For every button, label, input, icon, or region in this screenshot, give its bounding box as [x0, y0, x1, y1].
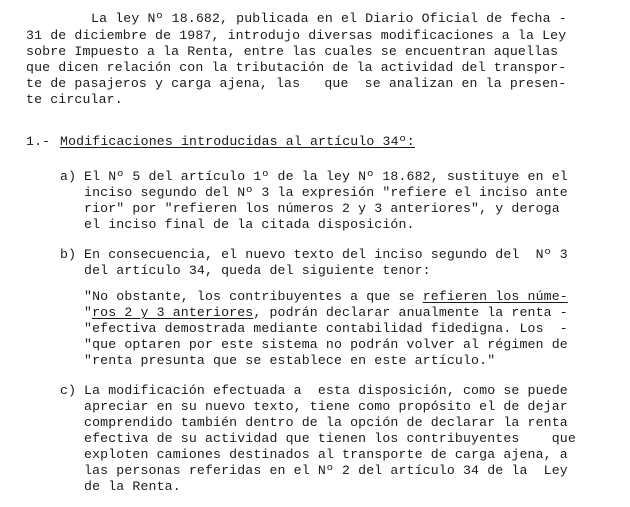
quote-line-4: "que optaren por este sistema no podrán volver al régimen de	[84, 337, 568, 352]
quote-line-2-underlined: ros 2 y 3 anteriores	[92, 305, 254, 320]
item-b-line-2: del artículo 34, queda del siguiente tenor:	[84, 263, 431, 278]
intro-line-5: te de pasajeros y carga ajena, las que se analizan en la presen-	[26, 76, 567, 91]
quote-line-2-text: , podrán declarar anualmente la renta -	[253, 305, 568, 320]
item-a-line-2: inciso segundo del Nº 3 la expresión "refiere el inciso ante	[84, 185, 568, 200]
item-c-line-3: comprendido también dentro de la opción de declarar la renta	[84, 415, 568, 430]
item-a-line-3: rior" por "refieren los números 2 y 3 anteriores", y deroga	[84, 201, 560, 216]
quote-line-1	[84, 290, 568, 304]
intro-line-4: que dicen relación con la tributación de la actividad del transpor-	[26, 60, 567, 75]
intro-line-3: sobre Impuesto a la Renta, entre las cuales se encuentran aquellas	[26, 44, 559, 59]
quote-line-1-underlined: refieren los núme-	[422, 289, 568, 304]
item-c-line-4: efectiva de su actividad que tienen los contribuyentes que	[84, 431, 576, 446]
item-c-line-7: de la Renta.	[84, 479, 181, 494]
item-c-marker: c)	[60, 383, 77, 398]
item-c-line-5: exploten camiones destinados al transporte de carga ajena, a	[84, 447, 568, 462]
section-number: 1.-	[26, 134, 51, 149]
item-b-marker: b)	[60, 247, 77, 262]
intro-line-2: 31 de diciembre de 1987, introdujo diversas modificaciones a la Ley	[26, 28, 567, 43]
item-a-line-4: el inciso final de la citada disposición.	[84, 217, 415, 232]
item-b-line-1: En consecuencia, el nuevo texto del inciso segundo del Nº 3	[84, 247, 568, 262]
quote-line-2-open: "	[84, 305, 93, 320]
quote-line-5: "renta presunta que se establece en este artículo."	[84, 353, 496, 368]
item-a-marker: a)	[60, 169, 77, 184]
intro-line-1: La ley Nº 18.682, publicada en el Diario Oficial de fecha -	[91, 11, 567, 26]
item-a-line-1: El Nº 5 del artículo 1º de la ley Nº 18.682, sustituye en el	[84, 169, 568, 184]
item-c-line-6: las personas referidas en el Nº 2 del artículo 34 de la Ley	[84, 463, 568, 478]
quote-line-3: "efectiva demostrada mediante contabilidad fidedigna. Los -	[84, 321, 568, 336]
item-c-line-2: apreciar en su nuevo texto, tiene como propósito el de dejar	[84, 399, 568, 414]
quote-line-1-text: "No obstante, los contribuyentes a que se	[84, 289, 423, 304]
section-heading: Modificaciones introducidas al artículo 34º:	[60, 134, 415, 149]
item-c-line-1: La modificación efectuada a esta disposición, como se puede	[84, 383, 568, 398]
quote-line-2	[84, 306, 568, 320]
intro-line-6: te circular.	[26, 92, 123, 107]
